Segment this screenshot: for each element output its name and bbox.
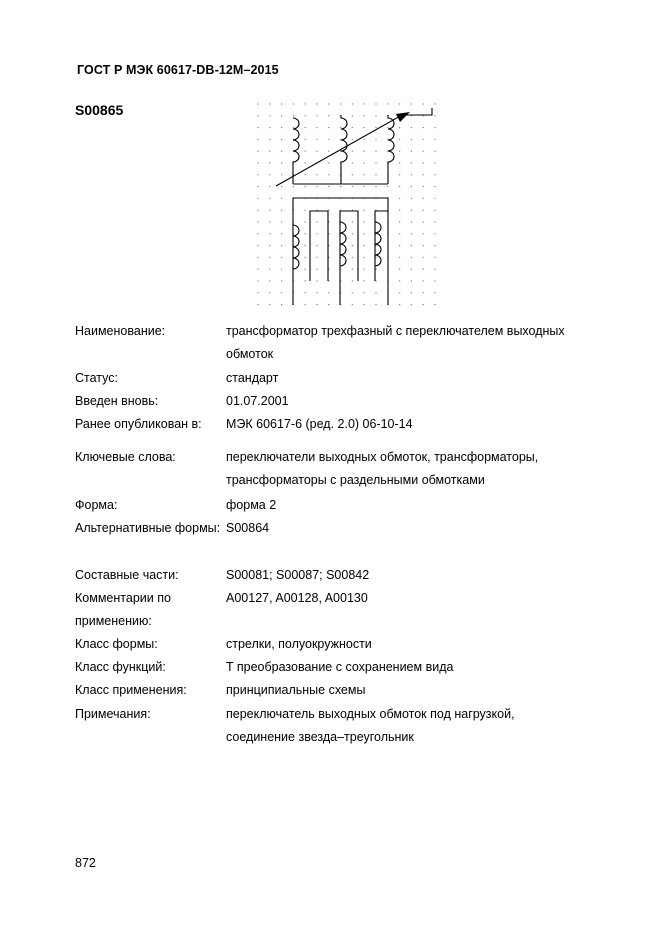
grid-dot — [305, 233, 306, 234]
grid-dot — [399, 127, 400, 128]
grid-dot — [328, 174, 329, 175]
grid-dot — [399, 139, 400, 140]
property-label: Класс функций: — [75, 660, 166, 674]
grid-dot — [364, 103, 365, 104]
grid-dot — [411, 151, 412, 152]
grid-dot — [423, 257, 424, 258]
grid-dot — [399, 280, 400, 281]
grid-dot — [328, 127, 329, 128]
grid-dot — [399, 233, 400, 234]
grid-dot — [423, 280, 424, 281]
grid-dot — [281, 115, 282, 116]
grid-dot — [364, 115, 365, 116]
grid-dot — [411, 269, 412, 270]
grid-dot — [423, 221, 424, 222]
grid-dot — [364, 245, 365, 246]
grid-dot — [423, 186, 424, 187]
grid-dot — [340, 186, 341, 187]
grid-dot — [257, 221, 258, 222]
grid-dot — [293, 115, 294, 116]
grid-dot — [269, 245, 270, 246]
primary-winding-2 — [341, 115, 347, 184]
grid-dot — [352, 280, 353, 281]
property-value: стрелки, полуокружности — [226, 637, 372, 651]
grid-dot — [364, 139, 365, 140]
grid-dot — [399, 304, 400, 305]
grid-dot — [364, 221, 365, 222]
grid-dot — [269, 280, 270, 281]
grid-dot — [340, 127, 341, 128]
grid-dot — [423, 103, 424, 104]
grid-dot — [257, 103, 258, 104]
grid-dot — [305, 151, 306, 152]
grid-dot — [269, 186, 270, 187]
property-label: Наименование: — [75, 324, 166, 338]
grid-dot — [434, 304, 435, 305]
grid-dot — [293, 127, 294, 128]
grid-dot — [364, 280, 365, 281]
grid-dot — [423, 198, 424, 199]
grid-dot — [352, 292, 353, 293]
grid-dot — [305, 210, 306, 211]
grid-dot — [364, 186, 365, 187]
grid-dot — [387, 186, 388, 187]
grid-dot — [411, 292, 412, 293]
grid-dot — [411, 139, 412, 140]
grid-dot — [364, 257, 365, 258]
grid-dot — [305, 269, 306, 270]
grid-dot — [316, 233, 317, 234]
grid-dot — [328, 292, 329, 293]
grid-dot — [316, 127, 317, 128]
property-value: форма 2 — [226, 498, 277, 512]
grid-dot — [411, 245, 412, 246]
delta-frame — [293, 198, 388, 281]
grid-dot — [281, 210, 282, 211]
grid-dot — [434, 233, 435, 234]
grid-dot — [305, 280, 306, 281]
grid-dot — [423, 269, 424, 270]
grid-dot — [423, 151, 424, 152]
grid-dot — [399, 221, 400, 222]
grid-dot — [257, 186, 258, 187]
grid-dot — [423, 174, 424, 175]
grid-dot — [257, 174, 258, 175]
grid-dot — [352, 233, 353, 234]
grid-dot — [411, 257, 412, 258]
grid-dot — [257, 115, 258, 116]
grid-dot — [305, 292, 306, 293]
grid-dot — [316, 245, 317, 246]
grid-dot — [434, 269, 435, 270]
grid-dot — [423, 245, 424, 246]
grid-dot — [411, 162, 412, 163]
grid-dot — [434, 292, 435, 293]
grid-dot — [305, 304, 306, 305]
grid-dot — [352, 151, 353, 152]
grid-dot — [399, 151, 400, 152]
grid-dot — [434, 103, 435, 104]
grid-dot — [399, 186, 400, 187]
grid-dot — [305, 127, 306, 128]
property-value: трансформатор трехфазный с переключателем выходных обмоток — [226, 324, 565, 361]
grid-dot — [269, 162, 270, 163]
grid-dot — [281, 139, 282, 140]
grid-dot — [316, 257, 317, 258]
grid-dot — [257, 280, 258, 281]
grid-dot — [316, 151, 317, 152]
grid-dot — [364, 304, 365, 305]
grid-dot — [328, 115, 329, 116]
grid-dot — [423, 127, 424, 128]
grid-dot — [269, 127, 270, 128]
grid-dot — [281, 292, 282, 293]
grid-dot — [352, 257, 353, 258]
grid-dot — [269, 151, 270, 152]
grid-dot — [434, 186, 435, 187]
grid-dot — [423, 210, 424, 211]
grid-dot — [364, 210, 365, 211]
property-label: Ключевые слова: — [75, 450, 176, 464]
symbol-id: S00865 — [75, 102, 124, 118]
grid-dot — [281, 257, 282, 258]
arrow-head-icon — [396, 112, 410, 122]
grid-dot — [305, 245, 306, 246]
grid-dot — [293, 103, 294, 104]
grid-dot — [316, 139, 317, 140]
property-label: Ранее опубликован в: — [75, 417, 202, 431]
grid-dot — [434, 115, 435, 116]
grid-dot — [411, 304, 412, 305]
grid-dot — [352, 115, 353, 116]
primary-winding-3 — [388, 115, 394, 184]
property-label: Составные части: — [75, 568, 179, 582]
grid-dot — [293, 186, 294, 187]
grid-dot — [434, 245, 435, 246]
grid-dot — [257, 304, 258, 305]
grid-dot — [375, 151, 376, 152]
grid-dot — [281, 151, 282, 152]
grid-dot — [411, 280, 412, 281]
grid-dot — [316, 174, 317, 175]
grid-dot — [411, 103, 412, 104]
grid-dot — [423, 139, 424, 140]
grid-dot — [316, 221, 317, 222]
grid-dot — [269, 304, 270, 305]
grid-dot — [328, 151, 329, 152]
property-value: принципиальные схемы — [226, 683, 366, 697]
property-label: Комментарии по применению: — [75, 591, 171, 628]
grid-dot — [375, 139, 376, 140]
grid-dot — [305, 139, 306, 140]
grid-dot — [375, 174, 376, 175]
grid-dot — [411, 210, 412, 211]
grid-dot — [257, 245, 258, 246]
output-leads — [293, 281, 388, 305]
property-label: Примечания: — [75, 707, 151, 721]
grid-dot — [375, 115, 376, 116]
grid-dot — [281, 103, 282, 104]
grid-dot — [352, 139, 353, 140]
grid-dot — [352, 221, 353, 222]
tap-changer-arrow — [276, 108, 432, 186]
grid-dot — [269, 233, 270, 234]
grid-dot — [281, 245, 282, 246]
grid-dot — [269, 103, 270, 104]
secondary-winding-3 — [375, 222, 381, 266]
grid-dot — [257, 210, 258, 211]
grid-dot — [281, 127, 282, 128]
grid-dot — [434, 198, 435, 199]
property-label: Форма: — [75, 498, 118, 512]
grid-dot — [364, 127, 365, 128]
grid-dot — [269, 221, 270, 222]
secondary-winding-2 — [340, 222, 346, 266]
grid-dot — [423, 292, 424, 293]
page-number: 872 — [75, 856, 96, 870]
grid-dot — [352, 269, 353, 270]
grid-dot — [352, 174, 353, 175]
grid-dot — [434, 210, 435, 211]
grid-dot — [434, 127, 435, 128]
property-value: 01.07.2001 — [226, 394, 289, 408]
grid-dot — [399, 257, 400, 258]
grid-dot — [305, 115, 306, 116]
grid-dot — [399, 174, 400, 175]
grid-dot — [375, 127, 376, 128]
grid-dot — [352, 245, 353, 246]
grid-dot — [375, 186, 376, 187]
grid-dot — [281, 280, 282, 281]
grid-dot — [305, 174, 306, 175]
grid-dot — [328, 162, 329, 163]
grid-dot — [352, 304, 353, 305]
grid-dot — [411, 127, 412, 128]
grid-dot — [434, 257, 435, 258]
property-value: МЭК 60617-6 (ред. 2.0) 06-10-14 — [226, 417, 413, 431]
grid-dot — [364, 233, 365, 234]
grid-dot — [305, 103, 306, 104]
secondary-winding-1 — [293, 225, 299, 269]
grid-dot — [328, 304, 329, 305]
property-label: Класс применения: — [75, 683, 187, 697]
property-label: Класс формы: — [75, 637, 158, 651]
grid-dot — [281, 221, 282, 222]
grid-dot — [423, 233, 424, 234]
grid-dot — [411, 233, 412, 234]
property-label: Альтернативные формы: — [75, 521, 221, 535]
grid-dot — [434, 174, 435, 175]
grid-dot — [257, 162, 258, 163]
grid-dot — [257, 257, 258, 258]
grid-dot — [375, 162, 376, 163]
property-value: S00864 — [226, 521, 270, 535]
document-header: ГОСТ Р МЭК 60617-DB-12M–2015 — [77, 63, 279, 77]
transformer-symbol-diagram — [252, 100, 442, 310]
grid-dot — [434, 280, 435, 281]
grid-dot — [257, 269, 258, 270]
grid-dot — [364, 269, 365, 270]
grid-dot — [257, 139, 258, 140]
grid-dot — [269, 292, 270, 293]
property-value: S00081; S00087; S00842 — [226, 568, 370, 582]
grid-dot — [399, 103, 400, 104]
grid-dot — [387, 127, 388, 128]
grid-dot — [316, 292, 317, 293]
grid-dot — [305, 186, 306, 187]
grid-dot — [411, 221, 412, 222]
grid-dot — [269, 257, 270, 258]
grid-dot — [281, 186, 282, 187]
grid-dot — [316, 115, 317, 116]
grid-dot — [340, 103, 341, 104]
grid-dot — [269, 115, 270, 116]
grid-dot — [364, 292, 365, 293]
grid-dot — [399, 292, 400, 293]
grid-dot — [257, 233, 258, 234]
property-value: переключатели выходных обмоток, трансформаторы, трансформаторы с раздельными обмотками — [226, 450, 539, 487]
grid-dot — [399, 198, 400, 199]
grid-dot — [257, 127, 258, 128]
grid-dot — [257, 292, 258, 293]
grid-dot — [281, 198, 282, 199]
grid-dot — [328, 139, 329, 140]
grid-dot — [281, 269, 282, 270]
property-value: A00127, A00128, A00130 — [226, 591, 368, 605]
grid-dot — [434, 139, 435, 140]
grid-dot — [269, 210, 270, 211]
grid-dot — [316, 269, 317, 270]
grid-dot — [316, 280, 317, 281]
grid-dot — [269, 174, 270, 175]
grid-dot — [305, 162, 306, 163]
property-value: стандарт — [226, 371, 279, 385]
grid-dot — [316, 186, 317, 187]
grid-dot — [352, 127, 353, 128]
grid-dot — [434, 221, 435, 222]
grid-dot — [411, 198, 412, 199]
grid-dot — [257, 151, 258, 152]
grid-dot — [281, 233, 282, 234]
grid-dot — [352, 103, 353, 104]
property-label: Статус: — [75, 371, 118, 385]
grid-dot — [316, 103, 317, 104]
grid-dot — [328, 103, 329, 104]
grid-dot — [269, 269, 270, 270]
grid-dot — [411, 174, 412, 175]
grid-dot — [399, 210, 400, 211]
grid-dot — [305, 221, 306, 222]
grid-dot — [352, 162, 353, 163]
grid-dot — [269, 198, 270, 199]
grid-dot — [434, 151, 435, 152]
grid-dot — [399, 245, 400, 246]
grid-dot — [375, 103, 376, 104]
grid-dot — [423, 304, 424, 305]
grid-dot — [281, 174, 282, 175]
grid-dot — [269, 139, 270, 140]
property-value: T преобразование с сохранением вида — [226, 660, 454, 674]
grid-dot — [352, 186, 353, 187]
grid-dot — [305, 257, 306, 258]
grid-dot — [364, 174, 365, 175]
grid-dot — [364, 162, 365, 163]
grid-dot — [281, 304, 282, 305]
grid-dot — [328, 186, 329, 187]
grid-dot — [423, 162, 424, 163]
grid-dot — [281, 162, 282, 163]
grid-dot — [399, 269, 400, 270]
grid-dot — [364, 151, 365, 152]
property-value: переключатель выходных обмоток под нагрузкой, соединение звезда–треугольник — [226, 707, 515, 744]
grid-dot — [375, 304, 376, 305]
grid-dot — [257, 198, 258, 199]
grid-dot — [375, 292, 376, 293]
property-label: Введен вновь: — [75, 394, 159, 408]
grid-dot — [411, 186, 412, 187]
grid-dot — [434, 162, 435, 163]
grid-dot — [399, 162, 400, 163]
grid-dot — [387, 103, 388, 104]
grid-dot — [316, 304, 317, 305]
